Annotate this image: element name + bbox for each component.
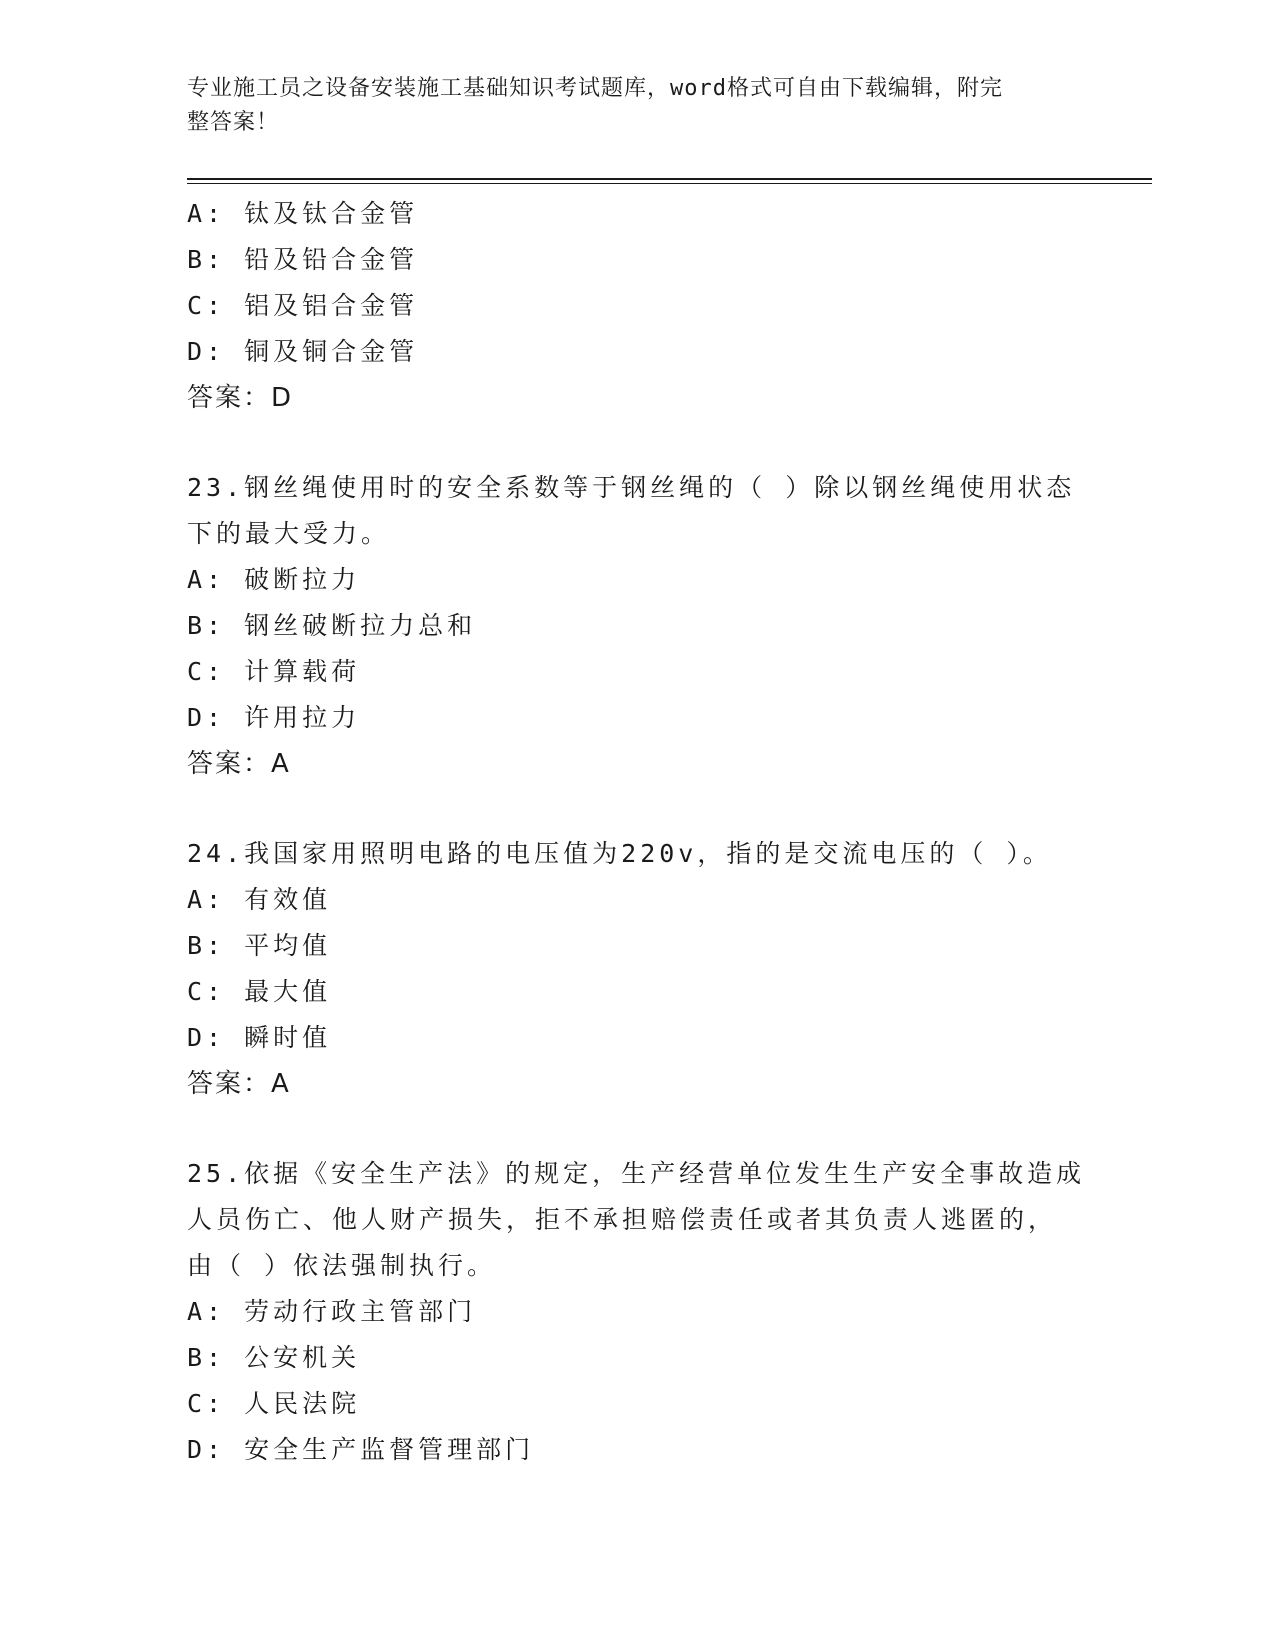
option-c: C: 铝及铝合金管 [187,291,419,320]
header-divider-thick [187,178,1152,180]
header-line-2: 整答案！ [187,110,280,135]
question-23 [187,465,1107,787]
option-b: B: 钢丝破断拉力总和 [187,611,477,640]
question-text-line-3: 由（ ）依法强制执行。 [187,1251,497,1280]
option-c: C: 人民法院 [187,1389,361,1418]
question-text-line-2: 下的最大受力。 [187,519,391,548]
option-d: D: 许用拉力 [187,703,361,732]
spacer [187,421,1107,465]
option-c: C: 计算载荷 [187,657,361,686]
question-25 [187,1151,1107,1473]
option-c: C: 最大值 [187,977,332,1006]
option-b: B: 公安机关 [187,1343,361,1372]
question-text-line-1: 25.依据《安全生产法》的规定，生产经营单位发生生产安全事故造成 [187,1159,1086,1188]
question-text-line-2: 人员伤亡、他人财产损失，拒不承担赔偿责任或者其负责人逃匿的， [187,1205,1058,1234]
question-list [187,191,1107,1473]
answer-line: 答案：A [187,749,291,779]
question-text-line-1: 24.我国家用照明电路的电压值为220v，指的是交流电压的（ ）。 [187,839,1052,868]
option-a: A: 劳动行政主管部门 [187,1297,477,1326]
option-a: A: 钛及钛合金管 [187,199,419,228]
header-divider-thin [187,183,1152,184]
header-line-1: 专业施工员之设备安装施工基础知识考试题库，word格式可自由下载编辑，附完 [187,76,1003,101]
question-24 [187,831,1107,1107]
option-b: B: 平均值 [187,931,332,960]
option-a: A: 破断拉力 [187,565,361,594]
option-d: D: 安全生产监督管理部门 [187,1435,535,1464]
answer-line: 答案：D [187,383,294,413]
spacer [187,787,1107,831]
option-a: A: 有效值 [187,885,332,914]
question-22 [187,191,1107,421]
option-d: D: 瞬时值 [187,1023,332,1052]
answer-line: 答案：A [187,1069,291,1099]
option-d: D: 铜及铜合金管 [187,337,419,366]
spacer [187,1107,1107,1151]
question-text-line-1: 23.钢丝绳使用时的安全系数等于钢丝绳的（ ）除以钢丝绳使用状态 [187,473,1076,502]
document-header [187,72,1067,140]
option-b: B: 铅及铅合金管 [187,245,419,274]
